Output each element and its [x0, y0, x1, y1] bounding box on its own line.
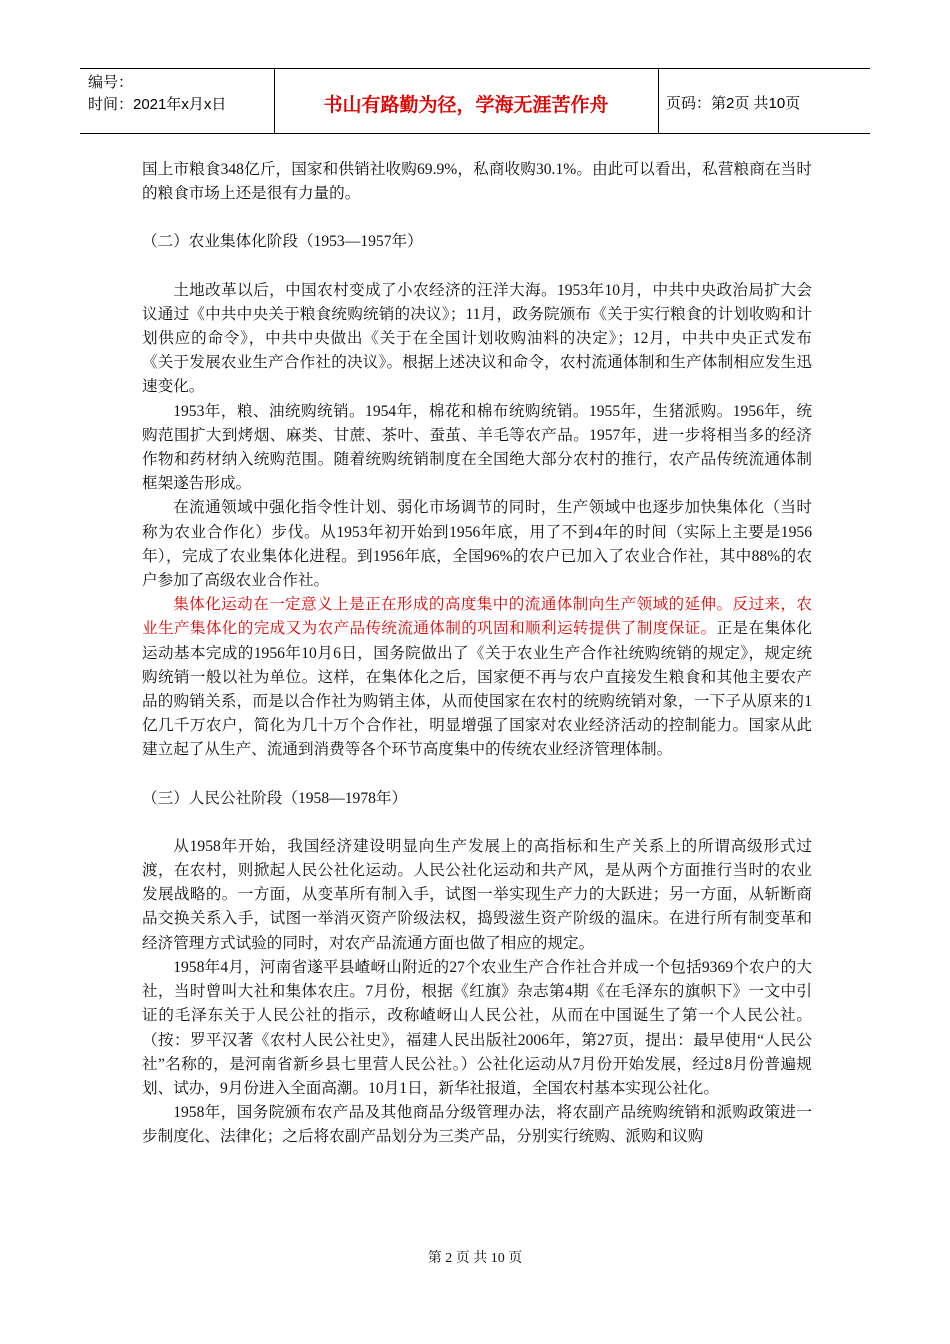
header-page-info: 页码：第2页 共10页 [666, 95, 801, 112]
paragraph: 从1958年开始，我国经济建设明显向生产发展上的高指标和生产关系上的所谓高级形式过渡，在农村，则掀起人民公社化运动。人民公社化运动和共产风，是从两个方面推行当时的农业发展战略的。一方面，从变革所有制入手，试图一举实现生产力的大跃进；另一方面，从斩断商品交换关系入手，试图一举消灭资产阶级法权，捣毁滋生资产阶级的温床。在进行所有制变革和经济管理方式试验的同时，对农产品流通方面也做了相应的规定。 [142, 837, 812, 952]
page-header [80, 68, 870, 134]
header-motto: 书山有路勤为径，学海无涯苦作舟 [323, 94, 609, 116]
header-bottom-rule [80, 133, 870, 134]
document-date: 时间：2021年x月x日 [88, 96, 227, 113]
paragraph: 在流通领域中强化指令性计划、弱化市场调节的同时，生产领域中也逐步加快集体化（当时称为农业合作化）步伐。从1953年初开始到1956年底，用了不到4年的时间（实际上主要是1956年），完成了农业集体化进程。到1956年底，全国96%的农户已加入了农业合作社，其中88%的农户参加了高级农业合作社。 [142, 499, 812, 590]
highlighted-text: 集体化运动在一定意义上是正在形成的高度集中的流通体制向生产领域的延伸。反过来，农业生产集体化的完成又为农产品传统流通体制的巩固和顺利运转提供了制度保证。 [142, 596, 812, 638]
header-top-rule [80, 68, 870, 69]
page-footer: 第 2 页 共 10 页 [427, 1251, 523, 1266]
paragraph-highlighted [142, 593, 812, 762]
paragraph: 土地改革以后，中国农村变成了小农经济的汪洋大海。1953年10月，中共中央政治局扩大会议通过《中共中央关于粮食统购统销的决议》；11月，政务院颁布《关于实行粮食的计划收购和计划供应的命令》，中共中央做出《关于在全国计划收购油料的决定》；12月，中共中央正式发布《关于发展农业生产合作社的决议》。根据上述决议和命令，农村流通体制和生产体制相应发生迅速变化。 [142, 281, 812, 396]
paragraph: 国上市粮食348亿斤，国家和供销社收购69.9%，私商收购30.1%。由此可以看出，私营粮商在当时的粮食市场上还是很有力量的。 [142, 161, 812, 203]
paragraph: 1958年，国务院颁布农产品及其他商品分级管理办法，将农副产品统购统销和派购政策进一步制度化、法律化；之后将农副产品划分为三类产品，分别实行统购、派购和议购 [142, 1104, 812, 1146]
document-body [142, 158, 812, 1150]
document-number-label: 编号： [88, 74, 134, 91]
paragraph: 1958年4月，河南省遂平县嵖岈山附近的27个农业生产合作社合并成一个包括9369个农户的大社，当时曾叫大社和集体农庄。7月份，根据《红旗》杂志第4期《在毛泽东的旗帜下》一文中引证的毛泽东关于人民公社的指示，改称嵖岈山人民公社，从而在中国诞生了第一个人民公社。（按：罗平汉著《农村人民公社史》，福建人民出版社2006年，第27页，提出：最早使用“人民公社”名称的，是河南省新乡县七里营人民公社。）公社化运动从7月份开始发展，经过8月份普遍规划、试办，9月份进入全面高潮。10月1日，新华社报道，全国农村基本实现公社化。 [142, 958, 812, 1097]
section-heading: （三）人民公社阶段（1958—1978年） [142, 789, 408, 807]
section-heading: （二）农业集体化阶段（1953—1957年） [142, 233, 423, 251]
header-divider [274, 68, 275, 134]
header-meta [88, 72, 272, 116]
header-divider [658, 68, 659, 134]
paragraph-text: 正是在集体化运动基本完成的1956年10月6日，国务院做出了《关于农业生产合作社统购统销的规定》，规定统购统销一般以社为单位。这样，在集体化之后，国家便不再与农户直接发生粮食和其他主要农产品的购销关系，而是以合作社为购销主体，从而使国家在农村的统购统销对象，一下子从原来的1亿几千万农户，简化为几十万个合作社，明显增强了国家对农业经济活动的控制能力。国家从此建立起了从生产、流通到消费等各个环节高度集中的传统农业经济管理体制。 [142, 620, 812, 759]
paragraph: 1953年，粮、油统购统销。1954年，棉花和棉布统购统销。1955年，生猪派购。1956年，统购范围扩大到烤烟、麻类、甘蔗、茶叶、蚕茧、羊毛等农产品。1957年，进一步将相当多的经济作物和药材纳入统购范围。随着统购统销制度在全国绝大部分农村的推行，农产品传统流通体制框架遂告形成。 [142, 402, 812, 493]
